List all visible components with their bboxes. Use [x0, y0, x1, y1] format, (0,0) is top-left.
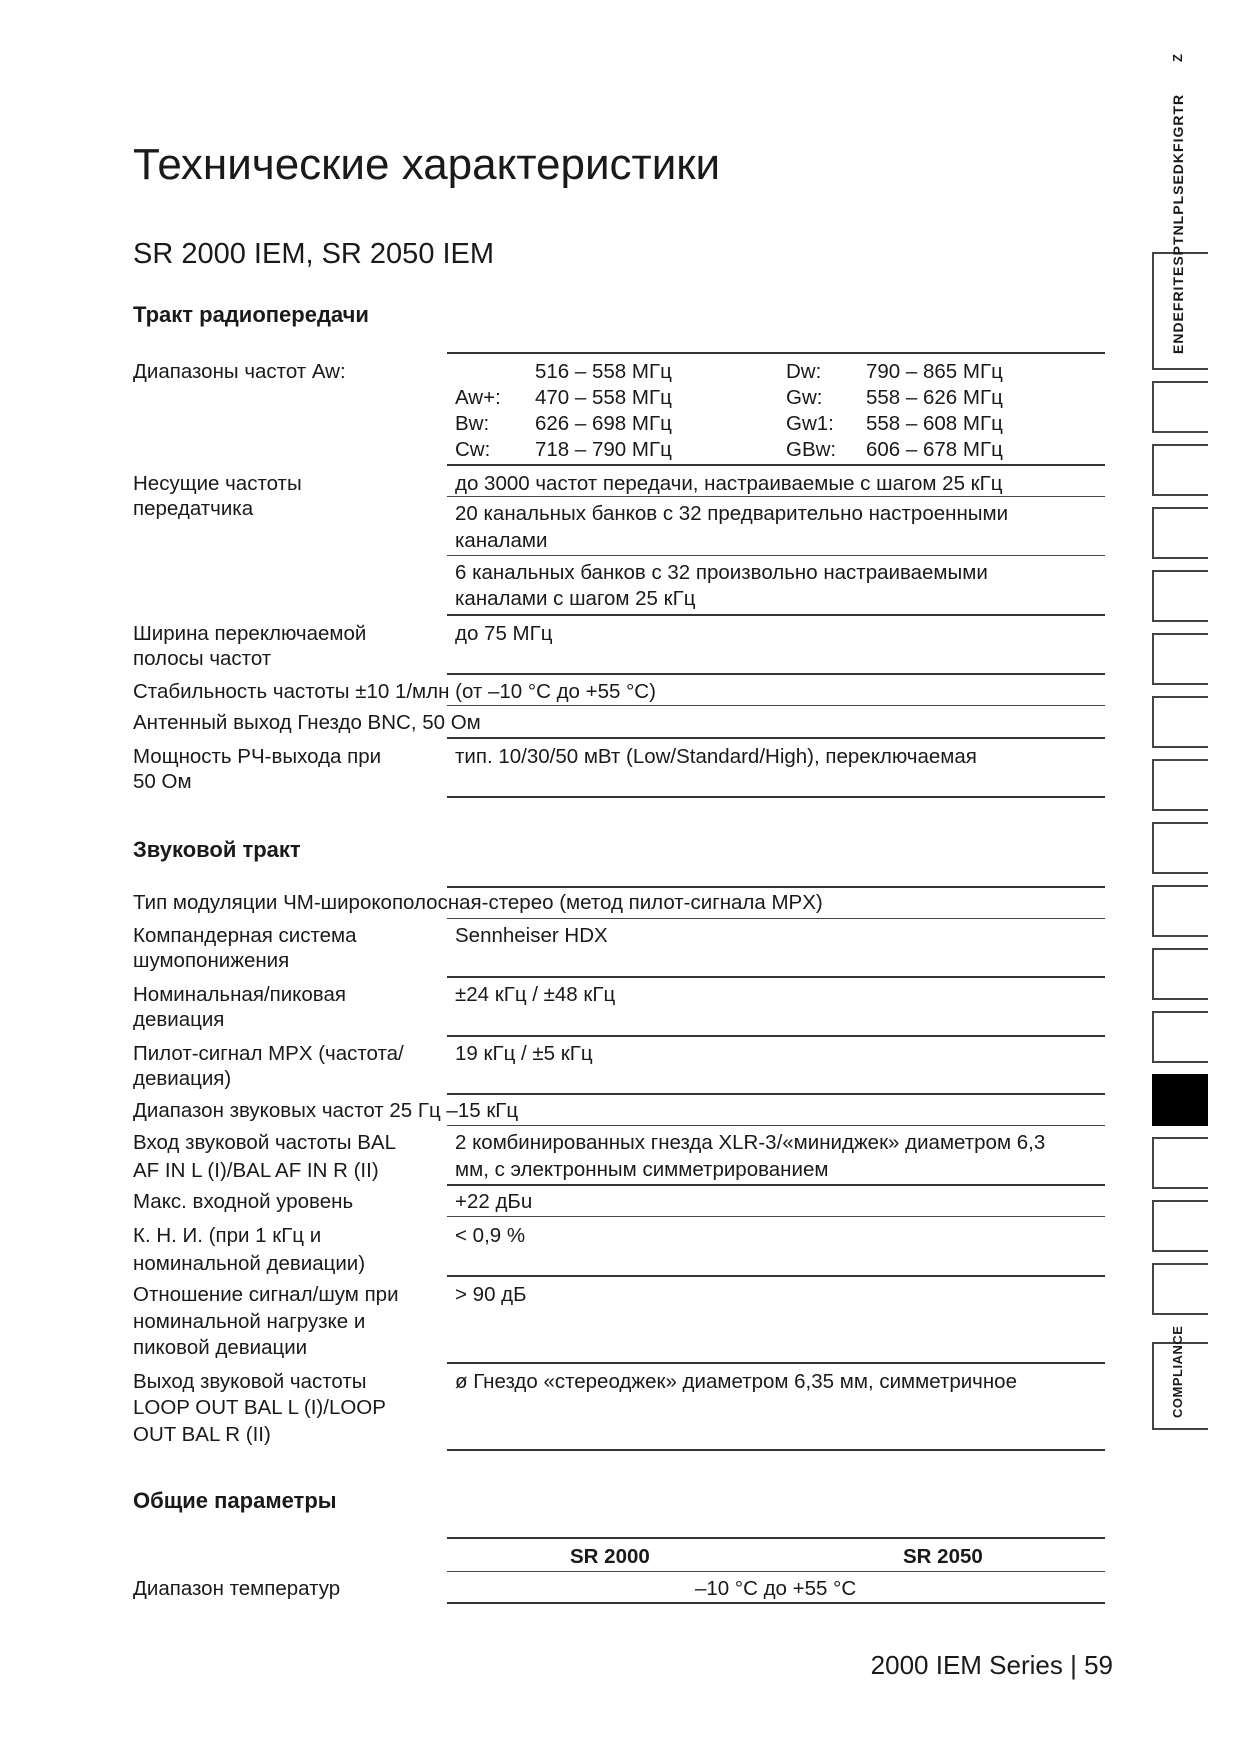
- divider: [447, 918, 1105, 919]
- pilot-label: девиация): [133, 1067, 232, 1090]
- carrier-value: до 3000 частот передачи, настраиваемые с шагом 25 кГц: [455, 472, 1003, 495]
- divider: [447, 976, 1105, 978]
- modulation-row: Тип модуляции ЧМ-широкополосная-стерео (метод пилот-сигнала MPX): [133, 891, 823, 914]
- band-value: 470 – 558 МГц: [535, 386, 672, 409]
- side-tab[interactable]: [1152, 1011, 1208, 1063]
- side-tab-languages-label: ENDEFRITESPTNLPLSEDKFIGRTR: [1170, 93, 1186, 354]
- side-tab[interactable]: [1152, 1137, 1208, 1189]
- deviation-label: Номинальная/пиковая: [133, 983, 346, 1006]
- snr-value: > 90 дБ: [455, 1283, 527, 1306]
- divider: [447, 1093, 1105, 1095]
- band-label: Aw+:: [455, 386, 501, 409]
- snr-label: пиковой девиации: [133, 1336, 308, 1359]
- band-label: Gw1:: [786, 412, 834, 435]
- output-label: OUT BAL R (II): [133, 1423, 271, 1446]
- side-tab[interactable]: [1152, 885, 1208, 937]
- compander-label: шумопонижения: [133, 949, 290, 972]
- snr-label: Отношение сигнал/шум при: [133, 1283, 399, 1306]
- side-tab[interactable]: [1152, 444, 1208, 496]
- thd-label: К. Н. И. (при 1 кГц и: [133, 1224, 322, 1247]
- pilot-label: Пилот-сигнал MPX (частота/: [133, 1042, 404, 1065]
- rf-power-value: тип. 10/30/50 мВт (Low/Standard/High), переключаемая: [455, 745, 977, 768]
- side-tab[interactable]: [1152, 507, 1208, 559]
- divider: [447, 1449, 1105, 1451]
- band-label: Cw:: [455, 438, 491, 461]
- side-tab-letter: Z: [1170, 53, 1185, 62]
- input-value: 2 комбинированных гнезда XLR-3/«миниджек» диаметром 6,3: [455, 1131, 1046, 1154]
- side-tab[interactable]: [1152, 1200, 1208, 1252]
- freq-ranges-label: Диапазоны частот Aw:: [133, 360, 346, 383]
- band-value: 558 – 608 МГц: [866, 412, 1003, 435]
- max-input-label: Макс. входной уровень: [133, 1190, 354, 1213]
- deviation-value: ±24 кГц / ±48 кГц: [455, 983, 616, 1006]
- output-value: ø Гнездо «стереоджек» диаметром 6,35 мм, симметричное: [455, 1370, 1017, 1393]
- band-value: 606 – 678 МГц: [866, 438, 1003, 461]
- stability-row: Стабильность частоты ±10 1/млн (от –10 °C до +55 °C): [133, 680, 656, 703]
- side-tab[interactable]: [1152, 381, 1208, 433]
- side-tab[interactable]: [1152, 948, 1208, 1000]
- divider: [447, 1362, 1105, 1364]
- carrier-value: 6 канальных банков с 32 произвольно настраиваемыми: [455, 561, 988, 584]
- section-heading-general: Общие параметры: [133, 1488, 337, 1513]
- divider: [447, 1571, 1105, 1572]
- carrier-label: передатчика: [133, 497, 254, 520]
- side-tab[interactable]: [1152, 1263, 1208, 1315]
- input-label: AF IN L (I)/BAL AF IN R (II): [133, 1159, 379, 1182]
- band-value: 718 – 790 МГц: [535, 438, 672, 461]
- antenna-row: Антенный выход Гнездо BNC, 50 Ом: [133, 711, 481, 734]
- divider: [447, 464, 1105, 466]
- divider: [447, 673, 1105, 675]
- side-tab[interactable]: [1152, 759, 1208, 811]
- band-label: Gw:: [786, 386, 823, 409]
- carrier-value: каналами: [455, 529, 548, 552]
- page-footer: 2000 IEM Series | 59: [870, 1650, 1113, 1680]
- band-value: 516 – 558 МГц: [535, 360, 672, 383]
- af-range-row: Диапазон звуковых частот 25 Гц –15 кГц: [133, 1099, 519, 1122]
- carrier-value: 20 канальных банков с 32 предварительно настроенными: [455, 502, 1009, 525]
- divider: [447, 352, 1105, 354]
- compander-label: Компандерная система: [133, 924, 357, 947]
- bandwidth-value: до 75 МГц: [455, 622, 553, 645]
- divider: [447, 1275, 1105, 1277]
- divider: [447, 1537, 1105, 1539]
- band-value: 558 – 626 МГц: [866, 386, 1003, 409]
- divider: [447, 1035, 1105, 1037]
- column-header-sr2000: SR 2000: [570, 1545, 650, 1568]
- thd-value: < 0,9 %: [455, 1224, 526, 1247]
- band-label: GBw:: [786, 438, 837, 461]
- side-tab[interactable]: [1152, 696, 1208, 748]
- snr-label: номинальной нагрузке и: [133, 1310, 366, 1333]
- thd-label: номинальной девиации): [133, 1252, 366, 1275]
- input-label: Вход звуковой частоты BAL: [133, 1131, 396, 1154]
- temp-value: –10 °C до +55 °C: [695, 1577, 857, 1600]
- side-tab-compliance-label: COMPLIANCE: [1170, 1325, 1185, 1418]
- input-value: мм, с электронным симметрированием: [455, 1158, 829, 1181]
- output-label: Выход звуковой частоты: [133, 1370, 367, 1393]
- divider: [447, 555, 1105, 556]
- band-label: Dw:: [786, 360, 822, 383]
- divider: [447, 1602, 1105, 1604]
- side-tab[interactable]: [1152, 633, 1208, 685]
- max-input-value: +22 дБu: [455, 1190, 533, 1213]
- deviation-label: девиация: [133, 1008, 225, 1031]
- bandwidth-label: полосы частот: [133, 647, 272, 670]
- divider: [447, 1216, 1105, 1217]
- divider: [447, 1125, 1105, 1126]
- section-heading-radio: Тракт радиопередачи: [133, 302, 369, 327]
- divider: [447, 614, 1105, 616]
- carrier-value: каналами с шагом 25 кГц: [455, 587, 696, 610]
- divider: [447, 1184, 1105, 1186]
- rf-power-label: Мощность РЧ-выхода при: [133, 745, 382, 768]
- divider: [447, 496, 1105, 497]
- side-tab[interactable]: [1152, 570, 1208, 622]
- output-label: LOOP OUT BAL L (I)/LOOP: [133, 1396, 386, 1419]
- side-tab[interactable]: [1152, 822, 1208, 874]
- band-value: 790 – 865 МГц: [866, 360, 1003, 383]
- band-label: Bw:: [455, 412, 490, 435]
- temp-label: Диапазон температур: [133, 1577, 341, 1600]
- section-heading-audio: Звуковой тракт: [133, 837, 301, 862]
- pilot-value: 19 кГц / ±5 кГц: [455, 1042, 593, 1065]
- side-tab-active[interactable]: [1152, 1074, 1208, 1126]
- column-header-sr2050: SR 2050: [903, 1545, 983, 1568]
- page-title: Технические характеристики: [133, 140, 721, 189]
- divider: [447, 796, 1105, 798]
- rf-power-label: 50 Ом: [133, 770, 192, 793]
- compander-value: Sennheiser HDX: [455, 924, 608, 947]
- divider: [447, 737, 1105, 739]
- divider: [447, 705, 1105, 706]
- divider: [447, 886, 1105, 888]
- page-subtitle: SR 2000 IEM, SR 2050 IEM: [133, 238, 495, 270]
- carrier-label: Несущие частоты: [133, 472, 302, 495]
- bandwidth-label: Ширина переключаемой: [133, 622, 367, 645]
- band-value: 626 – 698 МГц: [535, 412, 672, 435]
